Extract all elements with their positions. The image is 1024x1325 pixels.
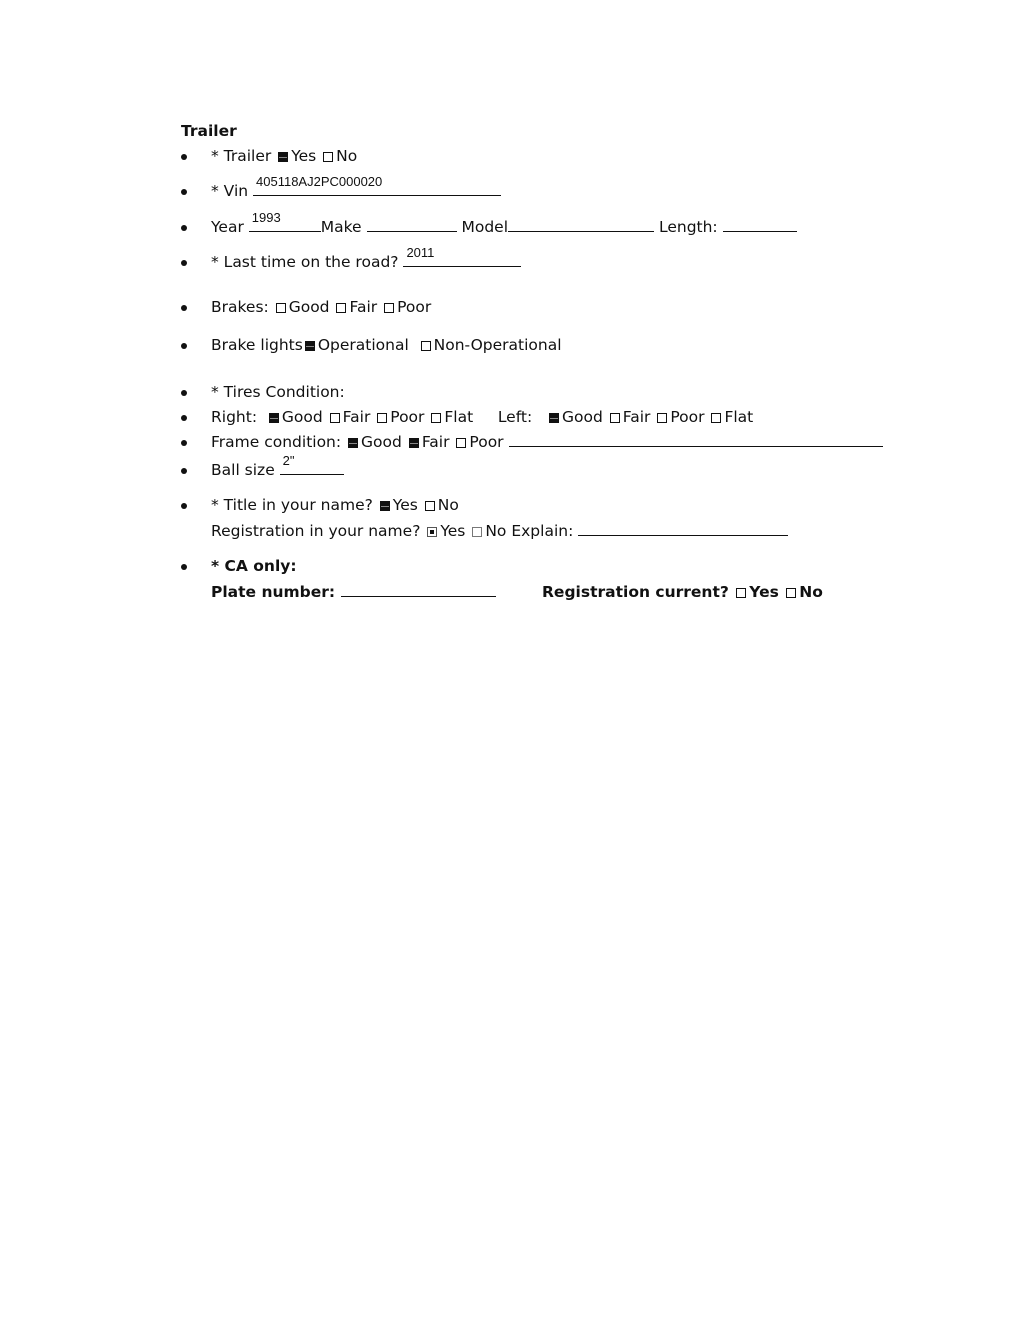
make-field[interactable] bbox=[367, 217, 457, 232]
left-poor-checkbox[interactable] bbox=[657, 413, 667, 423]
year-value: 1993 bbox=[251, 210, 281, 225]
reg-current-row bbox=[542, 582, 823, 602]
model-field[interactable] bbox=[508, 217, 654, 232]
registration-yes-label: Yes bbox=[440, 522, 466, 540]
reg-current-no-label: No bbox=[799, 583, 823, 601]
last-road-row bbox=[211, 245, 521, 272]
bullet bbox=[181, 343, 187, 349]
right-fair-label: Fair bbox=[342, 408, 371, 426]
trailer-label: * Trailer bbox=[211, 147, 272, 165]
brakes-good-label: Good bbox=[288, 298, 330, 316]
left-fair-checkbox[interactable] bbox=[610, 413, 620, 423]
brake-lights-operational-checkbox[interactable] bbox=[305, 341, 315, 351]
right-flat-checkbox[interactable] bbox=[431, 413, 441, 423]
trailer-no-checkbox[interactable] bbox=[323, 152, 333, 162]
brakes-label: Brakes: bbox=[211, 298, 269, 316]
tires-row bbox=[211, 407, 753, 427]
frame-fair-checkbox[interactable] bbox=[409, 438, 419, 448]
title-no-checkbox[interactable] bbox=[425, 501, 435, 511]
frame-notes-field[interactable] bbox=[509, 432, 883, 447]
trailer-row bbox=[211, 146, 357, 166]
last-road-field[interactable] bbox=[403, 245, 521, 267]
vin-field[interactable] bbox=[253, 174, 501, 196]
registration-explain-field[interactable] bbox=[578, 521, 788, 536]
frame-poor-checkbox[interactable] bbox=[456, 438, 466, 448]
right-flat-label: Flat bbox=[444, 408, 474, 426]
year-label: Year bbox=[211, 218, 244, 236]
bullet bbox=[181, 154, 187, 160]
ball-value: 2" bbox=[282, 453, 295, 468]
trailer-yes-label: Yes bbox=[291, 147, 317, 165]
frame-row bbox=[211, 432, 883, 452]
last-road-value: 2011 bbox=[406, 245, 435, 260]
ball-field[interactable] bbox=[280, 453, 344, 475]
frame-fair-label: Fair bbox=[421, 433, 450, 451]
registration-row bbox=[211, 521, 788, 541]
trailer-yes-checkbox[interactable] bbox=[278, 152, 288, 162]
title-yes-checkbox[interactable] bbox=[380, 501, 390, 511]
length-field[interactable] bbox=[723, 217, 797, 232]
brakes-poor-label: Poor bbox=[397, 298, 432, 316]
vin-row bbox=[211, 174, 501, 201]
specs-row bbox=[211, 210, 797, 237]
ball-row bbox=[211, 453, 344, 480]
vin-value: 405118AJ2PC000020 bbox=[256, 174, 383, 189]
make-label: Make bbox=[320, 218, 362, 236]
tires-label: * Tires Condition: bbox=[211, 383, 345, 401]
brakes-row bbox=[211, 297, 431, 317]
title-row bbox=[211, 495, 459, 515]
right-poor-label: Poor bbox=[390, 408, 425, 426]
brakes-poor-checkbox[interactable] bbox=[384, 303, 394, 313]
vin-label: * Vin bbox=[211, 182, 249, 200]
bullet bbox=[181, 468, 187, 474]
brakes-fair-label: Fair bbox=[349, 298, 378, 316]
brake-lights-row bbox=[211, 335, 562, 355]
registration-yes-checkbox[interactable] bbox=[427, 527, 437, 537]
section-heading: Trailer bbox=[181, 122, 237, 140]
last-road-label: * Last time on the road? bbox=[211, 253, 399, 271]
trailer-no-label: No bbox=[336, 147, 358, 165]
brake-lights-label: Brake lights bbox=[211, 336, 303, 354]
reg-current-yes-label: Yes bbox=[749, 583, 779, 601]
tires-heading-row bbox=[211, 382, 345, 402]
right-good-checkbox[interactable] bbox=[269, 413, 279, 423]
title-no-label: No bbox=[437, 496, 459, 514]
bullet bbox=[181, 440, 187, 446]
plate-label: Plate number: bbox=[211, 583, 336, 601]
registration-no-label: No bbox=[485, 522, 507, 540]
frame-good-checkbox[interactable] bbox=[348, 438, 358, 448]
registration-explain-label: Explain: bbox=[511, 522, 574, 540]
right-fair-checkbox[interactable] bbox=[330, 413, 340, 423]
right-good-label: Good bbox=[281, 408, 323, 426]
left-flat-checkbox[interactable] bbox=[711, 413, 721, 423]
left-flat-label: Flat bbox=[724, 408, 754, 426]
bullet bbox=[181, 390, 187, 396]
bullet bbox=[181, 305, 187, 311]
left-fair-label: Fair bbox=[622, 408, 651, 426]
registration-no-checkbox[interactable] bbox=[472, 527, 482, 537]
brake-lights-non-operational-label: Non-Operational bbox=[433, 336, 562, 354]
plate-field[interactable] bbox=[341, 582, 496, 597]
bullet bbox=[181, 189, 187, 195]
ca-label: * CA only: bbox=[211, 557, 297, 575]
title-label: * Title in your name? bbox=[211, 496, 373, 514]
bullet bbox=[181, 225, 187, 231]
right-tire-label: Right: bbox=[211, 408, 258, 426]
year-field[interactable] bbox=[249, 210, 321, 232]
reg-current-label: Registration current? bbox=[542, 583, 729, 601]
registration-label: Registration in your name? bbox=[211, 522, 421, 540]
model-label: Model bbox=[461, 218, 509, 236]
left-tire-label: Left: bbox=[497, 408, 533, 426]
length-label: Length: bbox=[658, 218, 718, 236]
left-poor-label: Poor bbox=[670, 408, 705, 426]
plate-row bbox=[211, 582, 496, 602]
brakes-fair-checkbox[interactable] bbox=[336, 303, 346, 313]
title-yes-label: Yes bbox=[392, 496, 418, 514]
brakes-good-checkbox[interactable] bbox=[276, 303, 286, 313]
reg-current-yes-checkbox[interactable] bbox=[736, 588, 746, 598]
left-good-label: Good bbox=[561, 408, 603, 426]
bullet bbox=[181, 415, 187, 421]
bullet bbox=[181, 260, 187, 266]
bullet bbox=[181, 503, 187, 509]
brake-lights-non-operational-checkbox[interactable] bbox=[421, 341, 431, 351]
brake-lights-operational-label: Operational bbox=[317, 336, 409, 354]
reg-current-no-checkbox[interactable] bbox=[786, 588, 796, 598]
right-poor-checkbox[interactable] bbox=[377, 413, 387, 423]
bullet bbox=[181, 564, 187, 570]
frame-poor-label: Poor bbox=[469, 433, 504, 451]
frame-label: Frame condition: bbox=[211, 433, 342, 451]
ball-label: Ball size bbox=[211, 461, 275, 479]
ca-heading-row bbox=[211, 556, 297, 576]
left-good-checkbox[interactable] bbox=[549, 413, 559, 423]
frame-good-label: Good bbox=[361, 433, 402, 451]
